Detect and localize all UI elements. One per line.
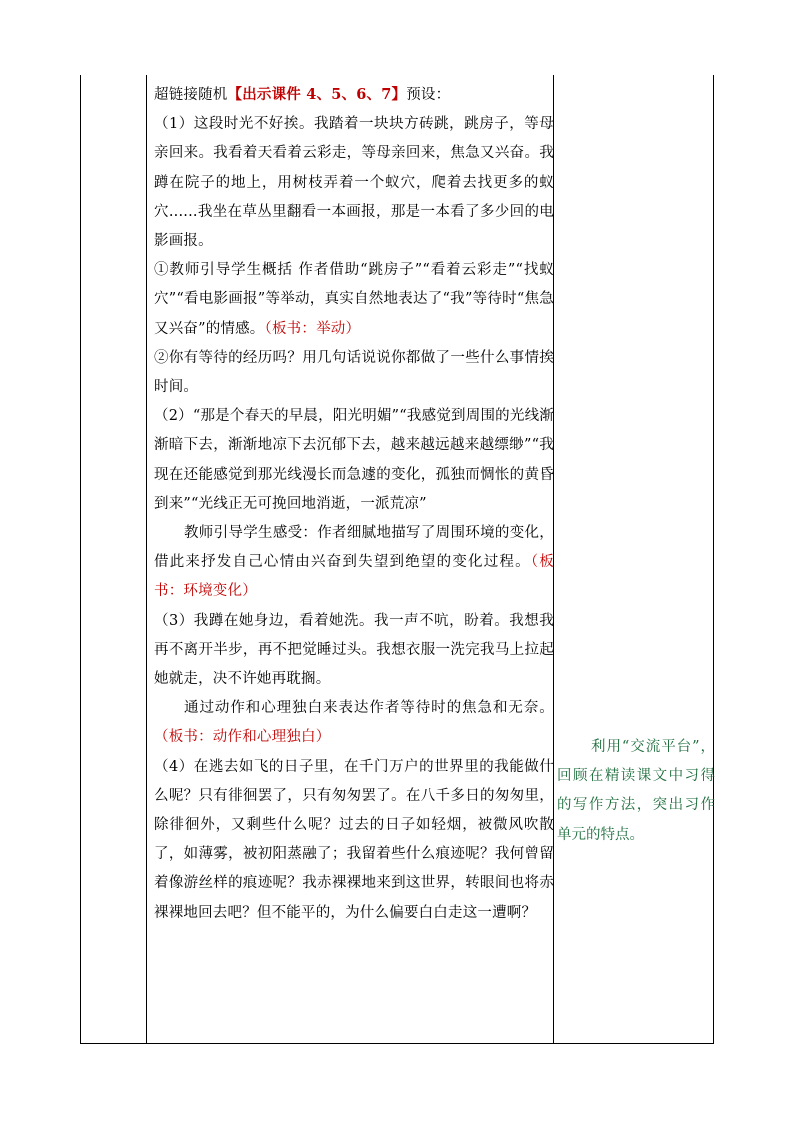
paragraph-3: ②你有等待的经历吗？用几句话说说你都做了一些什么事情挨时间。 bbox=[154, 349, 554, 396]
paragraph-6: （3）我蹲在她身边，看着她洗。我一声不吭，盼着。我想我再不离开半步，再不把觉睡过头。我想衣服一洗完我马上拉起她就走，决不许她再耽搁。 bbox=[154, 612, 554, 688]
courseware-bracket: 【出示课件 4、5、6、7】 bbox=[227, 86, 407, 103]
table-border-right bbox=[713, 75, 714, 1044]
paragraph-7-text: 通过动作和心理独白来表达作者等待时的焦急和无奈。 bbox=[184, 700, 554, 717]
intro-line bbox=[154, 80, 554, 110]
board-note-actions: （板书：举动） bbox=[264, 320, 361, 337]
design-intent-column bbox=[557, 733, 715, 850]
paragraph-5 bbox=[154, 519, 554, 607]
intro-suffix: 预设： bbox=[406, 87, 451, 103]
board-note-environment: （板书：环境变化） bbox=[154, 554, 554, 600]
paragraph-7 bbox=[154, 694, 554, 752]
paragraph-5-text: 教师引导学生感受：作者细腻地描写了周围环境的变化，借此来抒发自己心情由兴奋到失望到绝望的变化过程。 bbox=[154, 525, 554, 571]
paragraph-2-text: ①教师引导学生概括 作者借助“跳房子”“看着云彩走”“找蚁穴”“看电影画报”等举动，真实自然地表达了“我”等待时“焦急又兴奋”的情感。 bbox=[154, 262, 554, 337]
paragraph-4: （2）“那是个春天的早晨，阳光明媚”“我感觉到周围的光线渐渐暗下去，渐渐地凉下去沉郁下去，越来越远越来越缥缈”“我现在还能感觉到那光线漫长而急遽的变化，孤独而惆怅的黄昏到来”“光线正无可挽回地消逝，一派荒凉” bbox=[154, 408, 554, 512]
table-border-left bbox=[80, 75, 81, 1044]
paragraph-1: （1）这段时光不好挨。我踏着一块块方砖跳，跳房子，等母亲回来。我看着天看着云彩走，等母亲回来，焦急又兴奋。我蹲在院子的地上，用树枝弄着一个蚁穴，爬着去找更多的蚁穴......我坐在草丛里翻看一本画报，那是一本看了多少回的电影画报。 bbox=[154, 116, 554, 250]
intro-text: 超链接随机 bbox=[154, 87, 228, 103]
design-intent-note: 利用“交流平台”，回顾在精读课文中习得的写作方法，突出习作单元的特点。 bbox=[557, 739, 715, 843]
teaching-process-column bbox=[154, 80, 554, 928]
paragraph-8: （4）在逃去如飞的日子里，在千门万户的世界里的我能做什么呢？只有徘徊罢了，只有匆匆罢了。在八千多日的匆匆里，除徘徊外，又剩些什么呢？过去的日子如轻烟，被微风吹散了，如薄雾，被初阳蒸融了；我留着些什么痕迹呢？我何曾留着像游丝样的痕迹呢？我赤裸裸地来到这世界，转眼间也将赤裸裸地回去吧？但不能平的，为什么偏要白白走这一遭啊？ bbox=[154, 758, 554, 921]
paragraph-2 bbox=[154, 256, 554, 344]
table-border-bottom bbox=[80, 1043, 714, 1044]
table-divider-1 bbox=[146, 75, 147, 1044]
board-note-monologue: （板书：动作和心理独白） bbox=[154, 729, 331, 746]
